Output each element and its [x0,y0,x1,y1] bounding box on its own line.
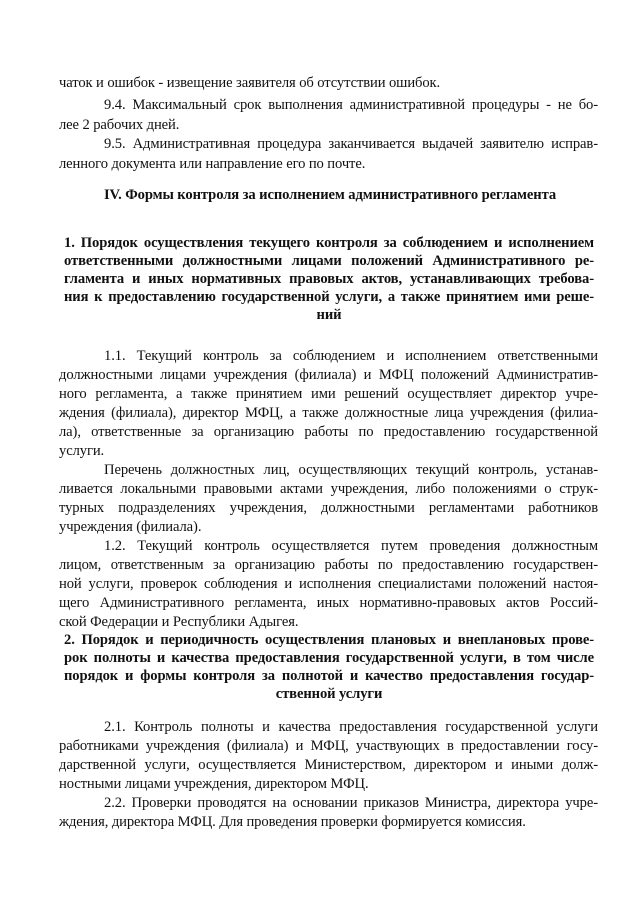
intro-line: 9.4. Максимальный срок выполнения административной процедуры - не бо- [104,97,598,113]
paragraph-line: услуги. [59,443,105,459]
intro-line: 9.5. Административная процедура заканчивается выдачей заявителю исправ- [104,136,598,152]
subsection-heading-line: ственной услуги [275,686,383,702]
subsection-heading-line: ответственными должностными лицами положений Административного ре- [64,253,594,269]
paragraph-line: работниками учреждения (филиала) и МФЦ, участвующих в предоставлении госу- [59,738,598,754]
paragraph-line: ливается локальными правовыми актами учреждения, либо положениями о струк- [59,481,598,497]
subsection-heading-line: рок полноты и качества предоставления государственной услуги, в том числе [64,650,594,666]
subsection-heading-line: 2. Порядок и периодичность осуществления плановых и внеплановых прове- [64,632,594,648]
paragraph-line: должностными лицами учреждения (филиала) и МФЦ положений Административ- [59,367,598,383]
paragraph-line: ностными лицами учреждения, директором МФЦ. [59,776,369,792]
intro-line: ленного документа или направление его по почте. [59,156,366,172]
subsection-heading-line: 1. Порядок осуществления текущего контроля за соблюдением и исполнением [64,235,594,251]
paragraph-line: ждения (филиала), директор МФЦ, а также должностные лица учреждения (филиа- [59,405,598,421]
paragraph-line: турных подразделениях учреждения, должностными регламентами работников [59,500,598,516]
paragraph-line: учреждения (филиала). [59,519,202,535]
paragraph-line: 1.1. Текущий контроль за соблюдением и исполнением ответственными [104,348,598,364]
paragraph-line: 2.2. Проверки проводятся на основании приказов Министра, директора учре- [104,795,598,811]
paragraph-line: ждения, директора МФЦ. Для проведения проверки формируется комиссия. [59,814,526,830]
paragraph-line: щего Административного регламента, иных нормативно-правовых актов Россий- [59,595,598,611]
paragraph-line: 2.1. Контроль полноты и качества предоставления государственной услуги [104,719,598,735]
paragraph-line: дарственной услуги, осуществляется Министерством, директором и иными долж- [59,757,598,773]
intro-line: лее 2 рабочих дней. [59,117,180,133]
paragraph-line: лицом, ответственным за организацию работы по предоставлению государствен- [59,557,598,573]
paragraph-line: 1.2. Текущий контроль осуществляется путем проведения должностным [104,538,598,554]
subsection-heading-line: ния к предоставлению государственной услуги, а также принятием ими реше- [64,289,594,305]
subsection-heading-line: ний [316,307,342,323]
paragraph-line: ной услуги, проверок соблюдения и исполнения специалистами положений настоя- [59,576,598,592]
paragraph-line: ного регламента, а также принятием ими решений осуществляет директор учре- [59,386,598,402]
subsection-heading-line: гламента и иных нормативных правовых актов, устанавливающих требова- [64,271,594,287]
subsection-heading-line: порядок и формы контроля за полнотой и качество предоставления государ- [64,668,594,684]
section-title: IV. Формы контроля за исполнением административного регламента [103,187,557,203]
paragraph-line: Перечень должностных лиц, осуществляющих текущий контроль, устанав- [104,462,598,478]
paragraph-line: ла), ответственные за организацию работы по предоставлению государственной [59,424,598,440]
paragraph-line: ской Федерации и Республики Адыгея. [59,614,299,630]
intro-line: чаток и ошибок - извещение заявителя об отсутствии ошибок. [59,75,441,91]
